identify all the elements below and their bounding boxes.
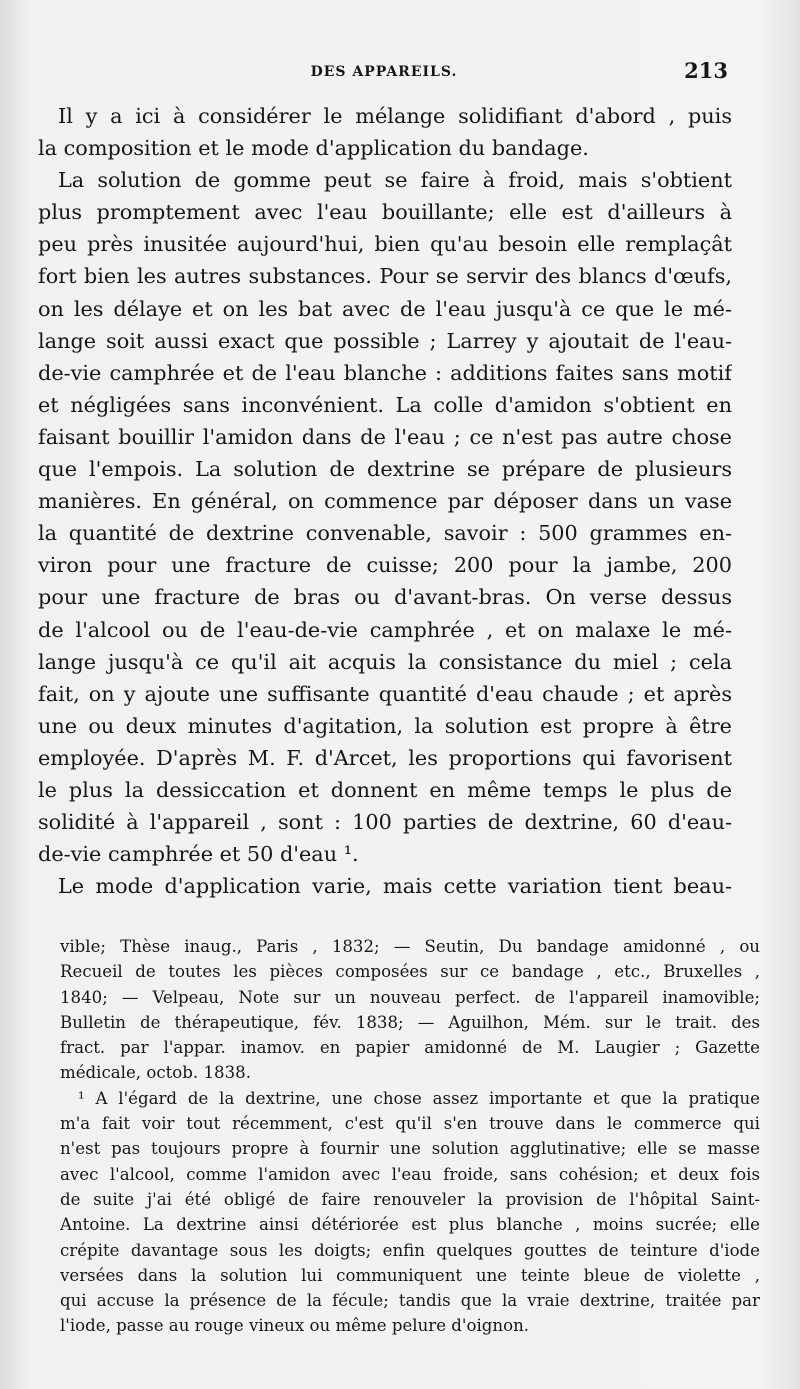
page-header bbox=[40, 58, 728, 88]
footnotes bbox=[60, 934, 760, 1339]
footnote-line: Bulletin de thérapeutique, fév. 1838; — Aguilhon, Mém. sur le trait. des bbox=[60, 1012, 760, 1032]
text-line: fort bien les autres substances. Pour se servir des blancs d'œufs, bbox=[38, 264, 732, 289]
text-line: on les délaye et on les bat avec de l'eau jusqu'à ce que le mé- bbox=[38, 296, 732, 321]
footnote-line: 1840; — Velpeau, Note sur un nouveau perfect. de l'appareil inamovible; bbox=[60, 987, 760, 1007]
text-line: fait, on y ajoute une suffisante quantité d'eau chaude ; et après bbox=[38, 681, 732, 706]
text-line: Il y a ici à considérer le mélange solidifiant d'abord , puis bbox=[58, 104, 732, 128]
text-line: de l'alcool ou de l'eau-de-vie camphrée , et on malaxe le mé- bbox=[38, 617, 732, 642]
text-line: solidité à l'appareil , sont : 100 parties de dextrine, 60 d'eau- bbox=[38, 810, 732, 835]
footnote-line: fract. par l'appar. inamov. en papier amidonné de M. Laugier ; Gazette bbox=[60, 1038, 760, 1058]
text-line: de-vie camphrée et de l'eau blanche : additions faites sans motif bbox=[38, 360, 732, 385]
text-line: que l'empois. La solution de dextrine se prépare de plusieurs bbox=[38, 457, 732, 482]
footnote-line: de suite j'ai été obligé de faire renouveler la provision de l'hôpital Saint- bbox=[60, 1189, 760, 1209]
footnote-line: avec l'alcool, comme l'amidon avec l'eau froide, sans cohésion; et deux fois bbox=[60, 1164, 760, 1184]
text-line: et négligées sans inconvénient. La colle d'amidon s'obtient en bbox=[38, 392, 732, 417]
text-line: employée. D'après M. F. d'Arcet, les proportions qui favorisent bbox=[38, 745, 732, 770]
text-line: faisant bouillir l'amidon dans de l'eau ; ce n'est pas autre chose bbox=[38, 424, 732, 449]
text-line: viron pour une fracture de cuisse; 200 pour la jambe, 200 bbox=[38, 553, 732, 578]
footnote-line: Antoine. La dextrine ainsi détériorée est plus blanche , moins sucrée; elle bbox=[60, 1215, 760, 1235]
text-line: lange soit aussi exact que possible ; Larrey y ajoutait de l'eau- bbox=[38, 328, 732, 353]
text-line: la quantité de dextrine convenable, savoir : 500 grammes en- bbox=[38, 521, 732, 546]
footnote-line: versées dans la solution lui communiquent une teinte bleue de violette , bbox=[60, 1265, 760, 1285]
text-line: lange jusqu'à ce qu'il ait acquis la consistance du miel ; cela bbox=[38, 649, 732, 674]
running-title: DES APPAREILS. bbox=[310, 64, 458, 80]
footnote-line: Recueil de toutes les pièces composées sur ce bandage , etc., Bruxelles , bbox=[60, 962, 760, 982]
text-line: de-vie camphrée et 50 d'eau ¹. bbox=[38, 842, 359, 867]
text-line: Le mode d'application varie, mais cette variation tient beau- bbox=[58, 874, 732, 899]
footnote-line: qui accuse la présence de la fécule; tandis que la vraie dextrine, traitée par bbox=[60, 1291, 760, 1311]
text-line: peu près inusitée aujourd'hui, bien qu'au besoin elle remplaçât bbox=[38, 232, 732, 257]
page-number: 213 bbox=[684, 58, 728, 83]
footnote-line: l'iode, passe au rouge vineux ou même pelure d'oignon. bbox=[60, 1316, 530, 1336]
footnote-line: vible; Thèse inaug., Paris , 1832; — Seutin, Du bandage amidonné , ou bbox=[60, 937, 760, 956]
footnote-line: m'a fait voir tout récemment, c'est qu'il s'en trouve dans le commerce qui bbox=[60, 1114, 760, 1134]
footnote-line: n'est pas toujours propre à fournir une solution agglutinative; elle se masse bbox=[60, 1139, 760, 1159]
text-line: une ou deux minutes d'agitation, la solution est propre à être bbox=[38, 713, 732, 738]
main-text bbox=[38, 100, 732, 902]
footnote-line: médicale, octob. 1838. bbox=[60, 1063, 251, 1083]
text-line: La solution de gomme peut se faire à froid, mais s'obtient bbox=[58, 168, 732, 193]
text-line: manières. En général, on commence par déposer dans un vase bbox=[38, 489, 732, 514]
text-line: plus promptement avec l'eau bouillante; elle est d'ailleurs à bbox=[38, 200, 732, 225]
text-line: le plus la dessiccation et donnent en même temps le plus de bbox=[38, 777, 732, 802]
text-line: pour une fracture de bras ou d'avant-bras. On verse dessus bbox=[38, 585, 732, 610]
footnote-line: ¹ A l'égard de la dextrine, une chose assez importante et que la pratique bbox=[78, 1088, 760, 1108]
text-line: la composition et le mode d'application du bandage. bbox=[38, 136, 589, 161]
footnote-line: crépite davantage sous les doigts; enfin quelques gouttes de teinture d'iode bbox=[60, 1240, 760, 1260]
